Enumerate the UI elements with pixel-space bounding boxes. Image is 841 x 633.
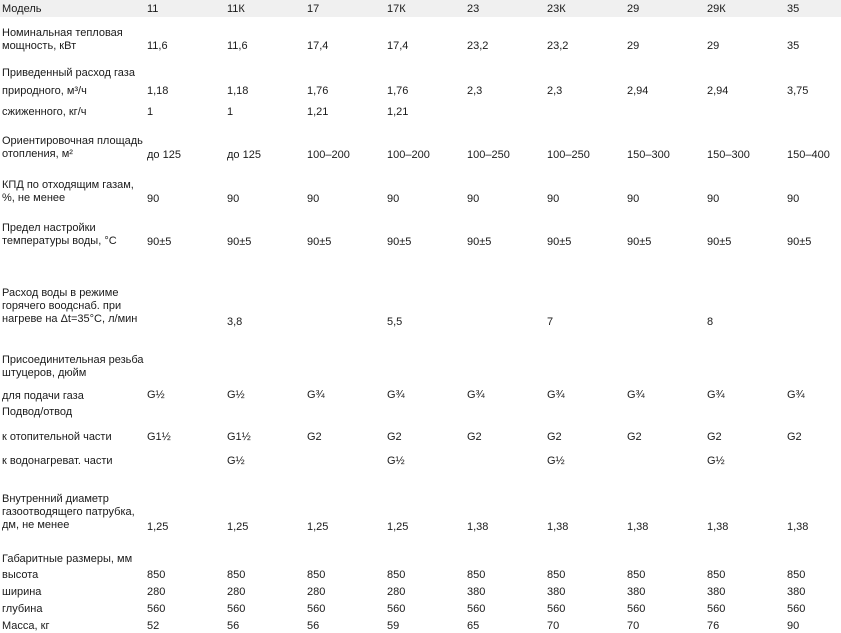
table-cell: 1,25 [147, 521, 169, 533]
col-header-17: 17 [307, 3, 320, 15]
table-cell: 850 [227, 569, 246, 581]
table-cell: 850 [787, 569, 806, 581]
table-cell: 1,25 [307, 521, 329, 533]
table-cell: 1,25 [227, 521, 249, 533]
col-header-35: 35 [787, 3, 800, 15]
table-cell: 1,76 [307, 85, 329, 97]
table-cell: 560 [787, 603, 806, 615]
table-cell: 280 [307, 586, 326, 598]
table-cell: 7 [547, 316, 554, 328]
row-label: к отопительной части [2, 431, 112, 443]
table-cell: 90 [787, 620, 800, 632]
row-label: Приведенный расход газа [2, 67, 135, 79]
table-cell: 1,18 [147, 85, 169, 97]
table-cell: 560 [467, 603, 486, 615]
table-cell: 1,25 [387, 521, 409, 533]
table-cell: 1,21 [307, 106, 329, 118]
table-cell: 76 [707, 620, 720, 632]
table-cell: 70 [547, 620, 560, 632]
table-cell: 11,6 [147, 40, 168, 52]
table-cell: G¾ [387, 389, 405, 401]
table-cell: G½ [387, 455, 405, 467]
table-cell: 560 [707, 603, 726, 615]
table-cell: 29 [627, 40, 640, 52]
row-label: сжиженного, кг/ч [2, 106, 87, 118]
table-cell: 90 [707, 193, 720, 205]
table-cell: 11,6 [227, 40, 248, 52]
table-cell: 380 [467, 586, 486, 598]
row-label: Предел настройки температуры воды, °С [2, 222, 117, 247]
table-cell: G2 [387, 431, 402, 443]
table-cell: до 125 [227, 149, 261, 161]
row-label: Подвод/отвод [2, 406, 73, 418]
table-cell: 560 [547, 603, 566, 615]
table-cell: 90 [147, 193, 160, 205]
table-cell: 850 [627, 569, 646, 581]
table-cell: 560 [147, 603, 166, 615]
table-cell: 17,4 [307, 40, 329, 52]
table-cell: 2,3 [467, 85, 483, 97]
table-cell: 1 [147, 106, 154, 118]
table-cell: G¾ [707, 389, 725, 401]
table-cell: 90±5 [307, 236, 332, 248]
table-cell: 380 [787, 586, 806, 598]
table-cell: 52 [147, 620, 160, 632]
row-label: для подачи газа [2, 390, 84, 402]
table-cell: 100–250 [467, 149, 510, 161]
table-cell: 560 [627, 603, 646, 615]
table-cell: 17,4 [387, 40, 409, 52]
table-cell: 3,8 [227, 316, 243, 328]
row-label: к водонагреват. части [2, 455, 113, 467]
table-cell: G½ [227, 389, 245, 401]
table-cell: 850 [387, 569, 406, 581]
table-cell: 380 [707, 586, 726, 598]
table-cell: G1½ [227, 431, 251, 443]
table-cell: 850 [307, 569, 326, 581]
table-cell: G¾ [787, 389, 805, 401]
table-cell: 100–200 [387, 149, 430, 161]
table-cell: 90±5 [227, 236, 252, 248]
row-label: КПД по отходящим газам, %, не менее [2, 179, 134, 204]
table-cell: 29 [707, 40, 720, 52]
table-cell: 1,38 [787, 521, 809, 533]
table-cell: 90±5 [147, 236, 172, 248]
table-cell: 150–400 [787, 149, 830, 161]
table-cell: 8 [707, 316, 714, 328]
table-cell: 1,38 [467, 521, 489, 533]
col-header-17k: 17К [387, 3, 406, 15]
table-cell: 90 [547, 193, 560, 205]
row-label: Масса, кг [2, 620, 50, 632]
table-cell: G¾ [307, 389, 325, 401]
table-cell: G2 [707, 431, 722, 443]
table-cell: 90 [307, 193, 320, 205]
table-cell: 100–200 [307, 149, 350, 161]
table-cell: 150–300 [707, 149, 750, 161]
table-cell: G¾ [627, 389, 645, 401]
table-cell: G2 [627, 431, 642, 443]
table-cell: 850 [707, 569, 726, 581]
table-cell: 90±5 [707, 236, 732, 248]
table-cell: 1,38 [627, 521, 649, 533]
row-label: ширина [2, 586, 42, 598]
table-cell: 1 [227, 106, 234, 118]
table-cell: 2,3 [547, 85, 563, 97]
table-cell: G2 [787, 431, 802, 443]
table-cell: 23,2 [467, 40, 489, 52]
table-cell: 90 [787, 193, 800, 205]
table-cell: 90 [467, 193, 480, 205]
table-cell: G1½ [147, 431, 171, 443]
row-label: Присоединительная резьба штуцеров, дюйм [2, 354, 144, 379]
table-cell: G½ [707, 455, 725, 467]
table-cell: G2 [467, 431, 482, 443]
table-cell: 380 [547, 586, 566, 598]
table-cell: 380 [627, 586, 646, 598]
table-cell: 850 [467, 569, 486, 581]
table-cell: 560 [227, 603, 246, 615]
row-label: природного, м³/ч [2, 85, 87, 97]
table-cell: 2,94 [707, 85, 729, 97]
col-header-29: 29 [627, 3, 640, 15]
table-cell: 56 [227, 620, 240, 632]
table-cell: G½ [147, 389, 165, 401]
table-cell: G¾ [547, 389, 565, 401]
table-cell: 90±5 [547, 236, 572, 248]
col-header-23k: 23К [547, 3, 566, 15]
table-cell: 90±5 [627, 236, 652, 248]
table-cell: 850 [147, 569, 166, 581]
table-cell: G2 [547, 431, 562, 443]
row-label: Внутренний диаметр газоотводящего патрубка, дм, не менее [2, 493, 135, 531]
table-cell: 90±5 [387, 236, 412, 248]
table-cell: 150–300 [627, 149, 670, 161]
table-cell: G2 [307, 431, 322, 443]
col-header-11: 11 [147, 3, 159, 15]
table-cell: 90±5 [467, 236, 492, 248]
row-label: Номинальная тепловая мощность, кВт [2, 27, 123, 52]
table-cell: до 125 [147, 149, 181, 161]
table-cell: 560 [307, 603, 326, 615]
row-label: Габаритные размеры, мм [2, 553, 133, 565]
col-header-23: 23 [467, 3, 480, 15]
table-cell: G½ [547, 455, 565, 467]
table-cell: 2,94 [627, 85, 649, 97]
table-cell: 90±5 [787, 236, 812, 248]
table-cell: 1,18 [227, 85, 249, 97]
table-cell: 23,2 [547, 40, 569, 52]
table-cell: 70 [627, 620, 640, 632]
table-cell: 280 [227, 586, 246, 598]
table-cell: 90 [227, 193, 240, 205]
table-cell: 56 [307, 620, 320, 632]
table-cell: 850 [547, 569, 566, 581]
table-cell: 1,38 [707, 521, 729, 533]
table-cell: 100–250 [547, 149, 590, 161]
row-label: глубина [2, 603, 43, 615]
row-label: Расход воды в режиме горячего воодснаб. при нагреве на Δt=35°С, л/мин [2, 287, 138, 325]
table-cell: 560 [387, 603, 406, 615]
table-cell: 90 [387, 193, 400, 205]
table-cell: 1,76 [387, 85, 409, 97]
row-label: высота [2, 569, 39, 581]
table-cell: 1,21 [387, 106, 409, 118]
table-cell: 35 [787, 40, 800, 52]
table-cell: G¾ [467, 389, 485, 401]
table-cell: 1,38 [547, 521, 569, 533]
table-cell: 59 [387, 620, 400, 632]
model-header: Модель [2, 3, 42, 15]
table-cell: 5,5 [387, 316, 403, 328]
col-header-29k: 29К [707, 3, 726, 15]
col-header-11k: 11К [227, 3, 245, 15]
table-cell: 280 [147, 586, 166, 598]
table-cell: 65 [467, 620, 480, 632]
table-cell: 3,75 [787, 85, 809, 97]
table-cell: 280 [387, 586, 406, 598]
row-label: Ориентировочная площадь отопления, м² [2, 135, 143, 160]
table-cell: G½ [227, 455, 245, 467]
table-cell: 90 [627, 193, 640, 205]
